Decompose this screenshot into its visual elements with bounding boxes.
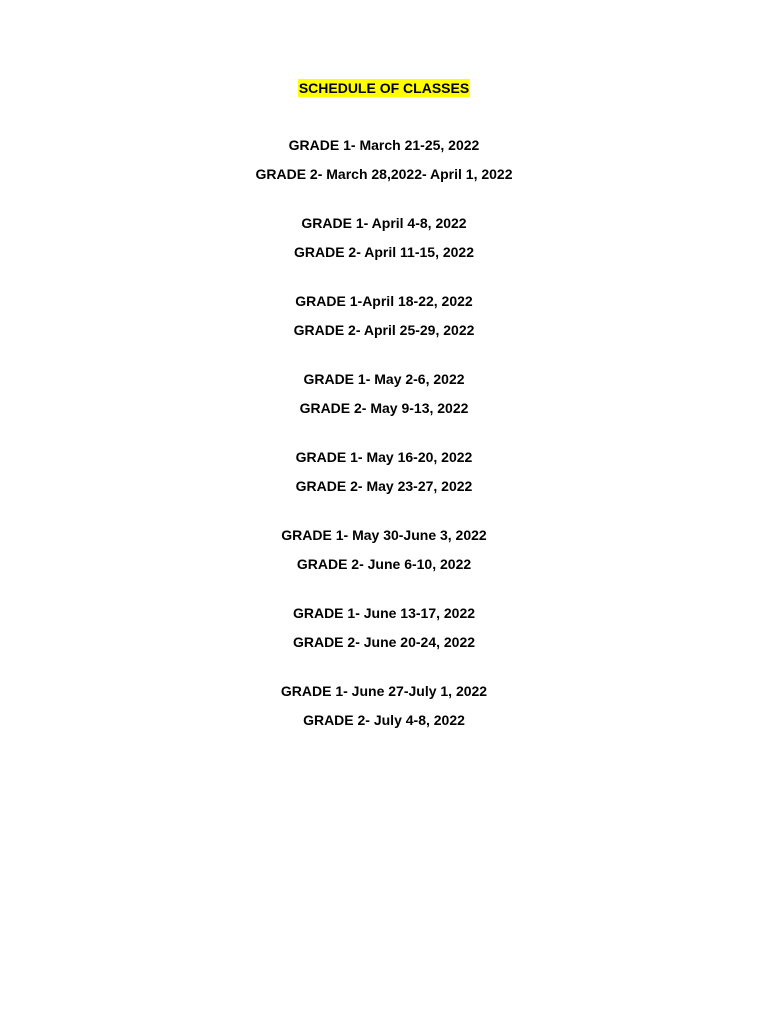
grade-1-schedule: GRADE 1- May 16-20, 2022: [295, 449, 473, 465]
grade-2-schedule: GRADE 2- April 11-15, 2022: [293, 244, 474, 260]
grade-1-schedule: GRADE 1- June 27-July 1, 2022: [280, 683, 488, 699]
grade-1-schedule: GRADE 1- April 4-8, 2022: [301, 215, 467, 231]
schedule-title: SCHEDULE OF CLASSES: [298, 80, 470, 96]
grade-2-schedule: GRADE 2- May 23-27, 2022: [295, 478, 473, 494]
grade-1-schedule: GRADE 1- May 2-6, 2022: [303, 371, 465, 387]
schedule-group: [0, 213, 768, 262]
schedule-group: [0, 135, 768, 184]
grade-2-schedule: GRADE 2- March 28,2022- April 1, 2022: [255, 166, 513, 182]
grade-2-schedule: GRADE 2- April 25-29, 2022: [293, 322, 475, 338]
grade-2-schedule: GRADE 2- May 9-13, 2022: [299, 400, 469, 416]
schedule-group: [0, 603, 768, 652]
schedule-group: [0, 447, 768, 496]
grade-1-schedule: GRADE 1-April 18-22, 2022: [295, 293, 473, 309]
schedule-list: [0, 135, 768, 759]
schedule-group: [0, 369, 768, 418]
grade-1-schedule: GRADE 1- June 13-17, 2022: [292, 605, 476, 621]
schedule-group: [0, 291, 768, 340]
schedule-group: [0, 681, 768, 730]
title-container: [0, 79, 768, 98]
grade-1-schedule: GRADE 1- March 21-25, 2022: [288, 137, 480, 153]
grade-2-schedule: GRADE 2- June 6-10, 2022: [296, 556, 472, 572]
grade-2-schedule: GRADE 2- June 20-24, 2022: [292, 634, 476, 650]
grade-2-schedule: GRADE 2- July 4-8, 2022: [303, 712, 465, 728]
grade-1-schedule: GRADE 1- May 30-June 3, 2022: [281, 527, 487, 543]
schedule-group: [0, 525, 768, 574]
